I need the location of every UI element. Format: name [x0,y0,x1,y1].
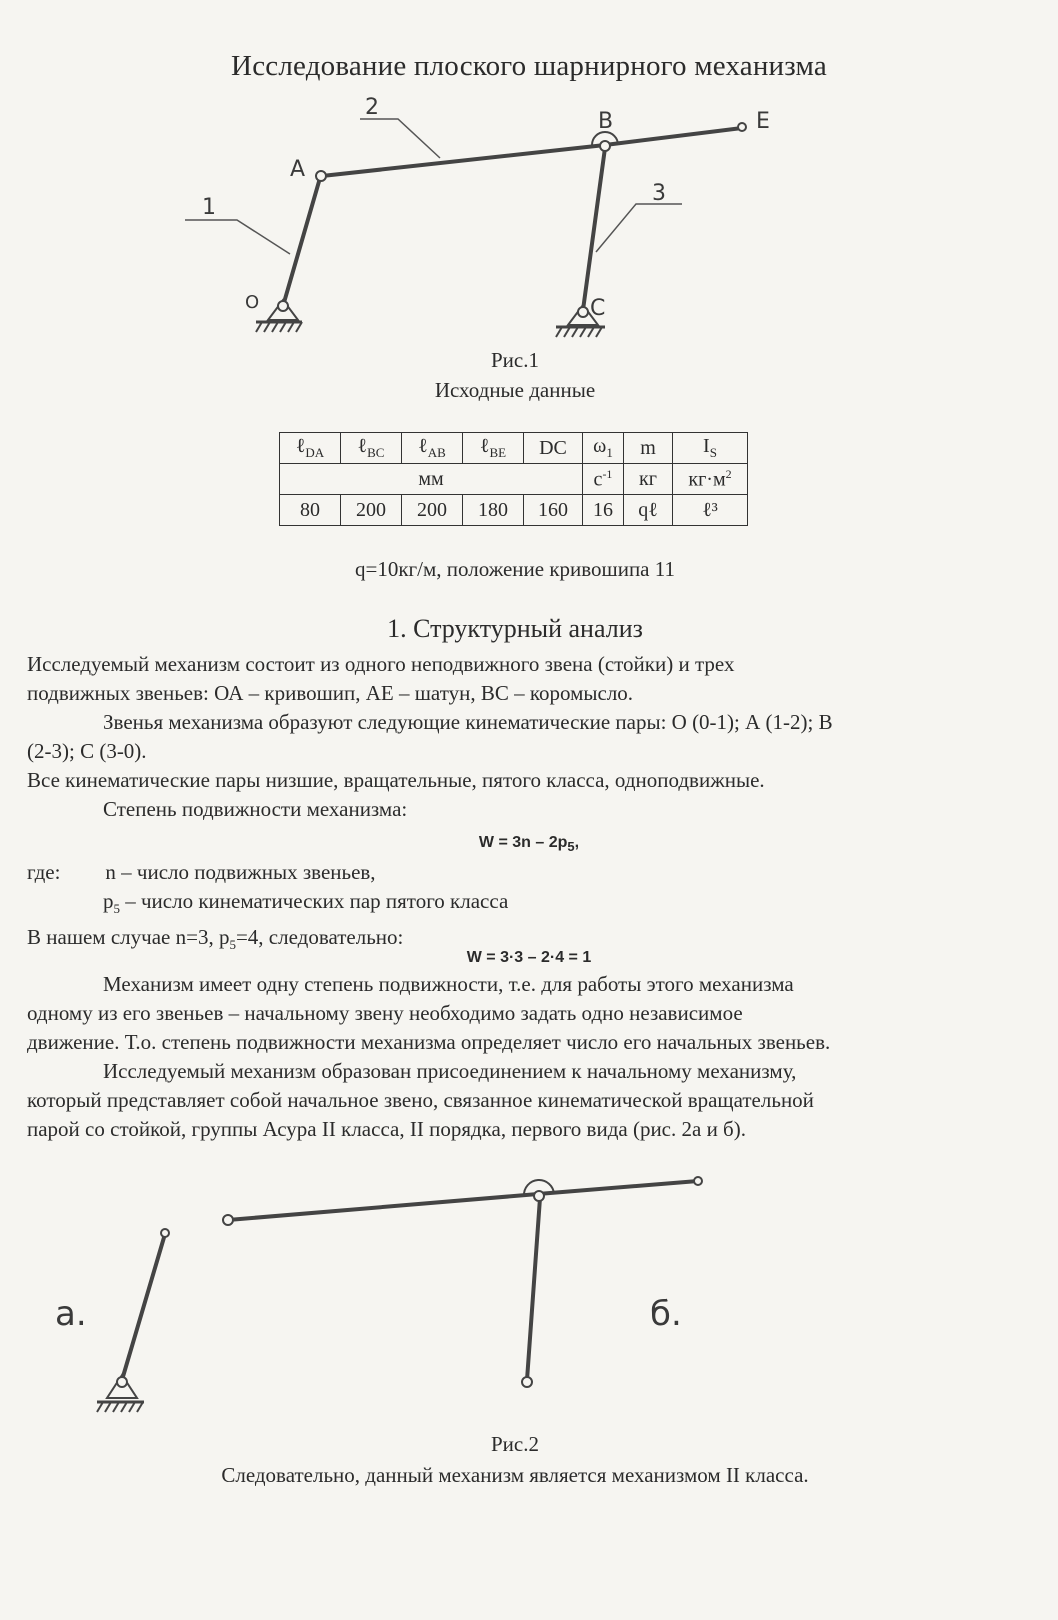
link-be-2 [538,1181,698,1194]
label-point-a: A [290,157,306,182]
unit-mm: мм [280,464,583,495]
link-1-oa [283,178,320,306]
section-title: 1. Структурный анализ [387,614,643,643]
label-link-3: 3 [652,181,666,206]
table-cell: 180 [463,495,524,526]
formula-result: W = 3·3 – 2·4 = 1 [466,949,592,966]
label-point-c: C [590,296,606,321]
figure-2-caption: Рис.2 [491,1432,539,1456]
support-initial [97,1375,144,1412]
label-link-1: 1 [202,195,216,220]
unit-m: кг [624,464,673,495]
link-initial [122,1234,165,1380]
table-header-row [280,433,748,464]
figure-1-mechanism [0,0,1058,360]
header-l-ab: ℓ$_{AB}$ [402,433,463,464]
unit-is: $кг\cdot м^2$ [673,464,748,495]
label-fig2-b: б. [650,1294,682,1334]
figure-1-subcaption: Исходные данные [434,378,596,402]
formula-mobility: $W = 3n - 2p_5$, [478,834,580,855]
table-cell: 200 [402,495,463,526]
support-o [256,300,302,332]
initial-data-table [279,432,748,526]
table-cell: 80 [280,495,341,526]
header-m: m [624,433,673,464]
header-l-be: ℓ$_{BE}$ [463,433,524,464]
link-ae [228,1194,538,1220]
link-3-bc [583,148,605,310]
figure-2-assur-group [0,1150,1058,1430]
label-link-2: 2 [365,95,379,120]
joint-e [738,123,746,131]
header-omega: $\omega_1$ [583,433,624,464]
label-point-e: E [756,109,770,134]
table-cell: 16 [583,495,624,526]
header-l-bc: ℓ$_{BC}$ [341,433,402,464]
table-cell: 160 [524,495,583,526]
paragraph-2: Механизм имеет одну степень подвижности, т.е. для работы этого механизма одному из его звеньев – начальному звену необходимо задать одно независимое движение. Т.о. степень подвижности механизма определяет число его начальных звеньев. Исследуемый механизм образован присоединением к начальному механизму, который представляет собой начальное звено, связанное кинематической вращательной парой со стойкой, группы Асура II класса, II порядка, первого вида (рис. 2а и б). [27,972,831,1141]
joint-a [316,171,326,181]
link-bc-2 [527,1198,540,1380]
parameters-line: q=10кг/м, положение кривошипа 11 [355,557,675,581]
table-values-row [280,495,748,526]
link-2-be [605,128,742,145]
header-is: $I_S$ [673,433,748,464]
joint-b [600,141,610,151]
label-point-b: B [598,109,614,134]
figure-1-caption: Рис.1 [491,348,539,372]
conclusion-text: Следовательно, данный механизм является механизмом II класса. [221,1463,809,1487]
label-fig2-a: a. [55,1294,87,1334]
table-cell: 200 [341,495,402,526]
link-2-ab [322,145,605,176]
table-units-row [280,464,748,495]
header-l-da: ℓ$_{DA}$ [280,433,341,464]
page-title: Исследование плоского шарнирного механизма [231,50,827,82]
label-point-o: O [245,292,260,313]
table-cell: ℓ³ [673,495,748,526]
unit-omega: $с^{-1}$ [583,464,624,495]
header-dc: DC [524,433,583,464]
paragraph-1: Исследуемый механизм состоит из одного неподвижного звена (стойки) и трех подвижных звеньев: ОА – кривошип, АЕ – шатун, ВС – коромысло. Звенья механизма образуют следующие кинематические пары: О (0-1); А (1-2); В (2-3); С (3-0). Все кинематические пары низшие, вращательные, пятого класса, одноподвижные. Степень подвижности механизма: [27,652,833,821]
table-cell: qℓ [624,495,673,526]
paragraph-where: где: n – число подвижных звеньев, $p_5$ – число кинематических пар пятого класса В нашем случае n=3, $p_5=4$, следовательно: [27,860,509,953]
